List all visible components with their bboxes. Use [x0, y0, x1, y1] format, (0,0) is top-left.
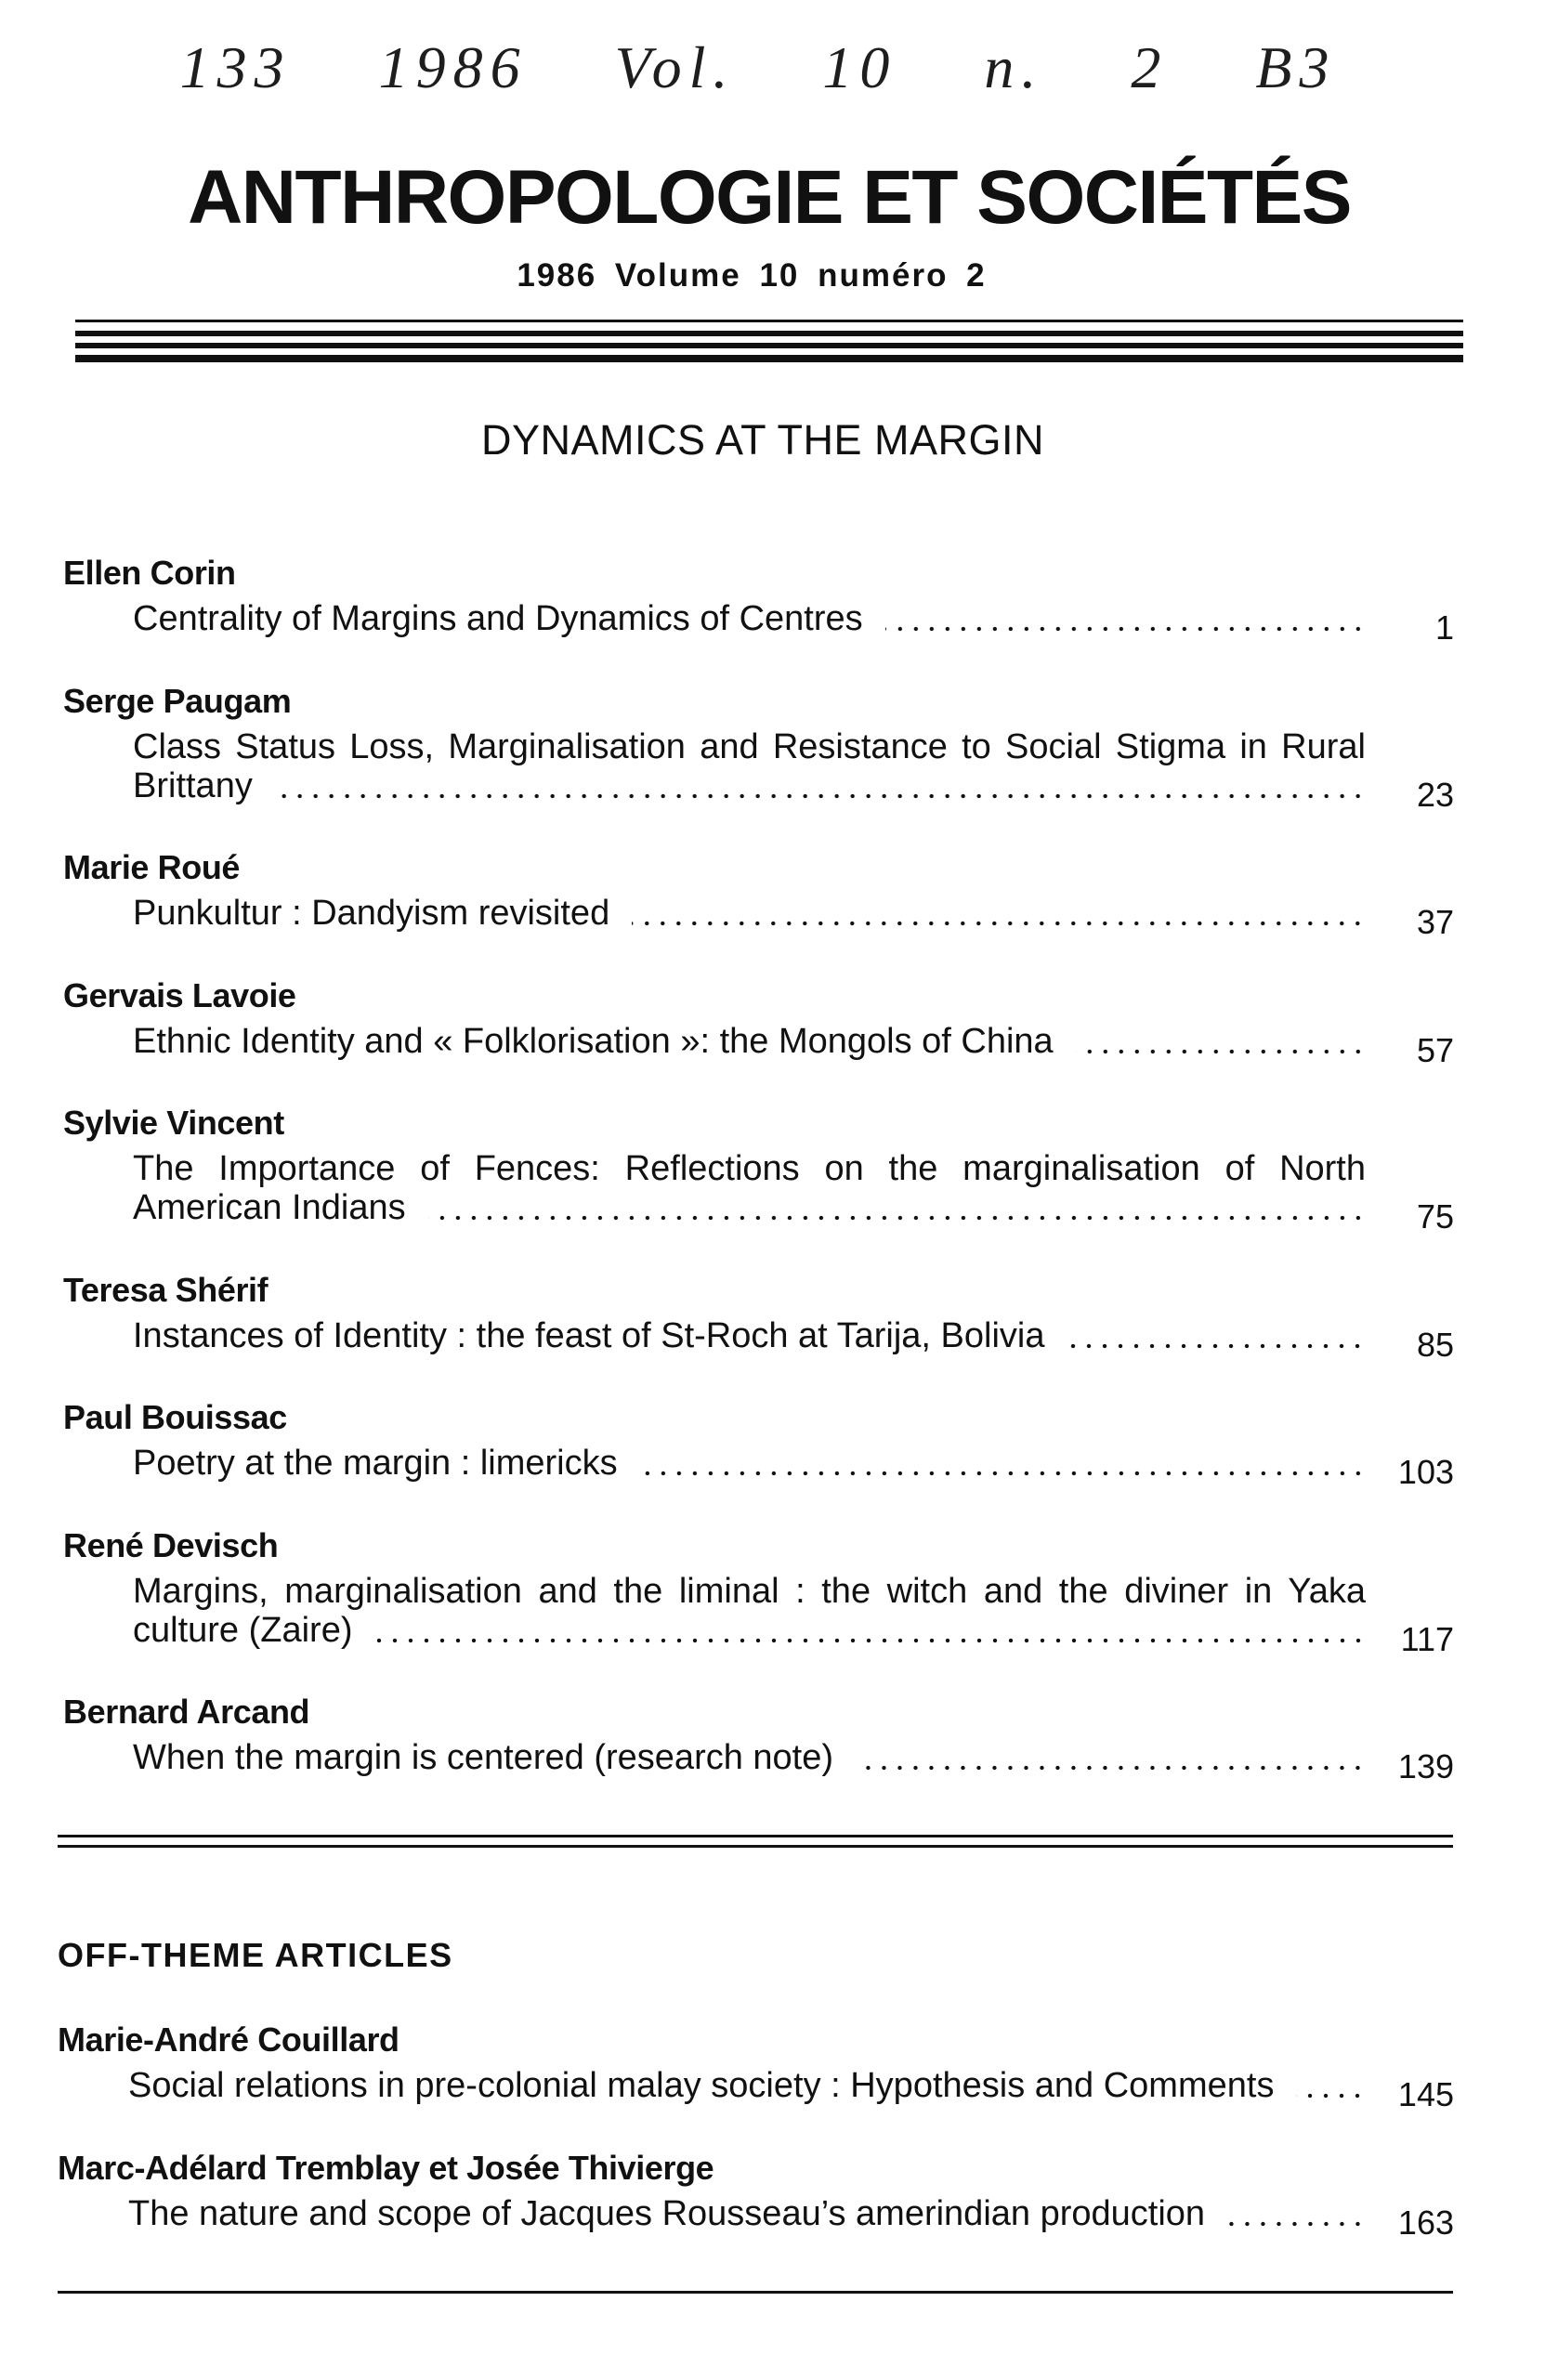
header-rule — [75, 343, 1463, 348]
dot-leader — [1227, 2221, 1366, 2227]
article-title: Social relations in pre-colonial malay society : Hypothesis and Comments — [128, 2066, 1275, 2105]
toc-entry — [0, 681, 1545, 814]
issue-line: 1986 Volume 10 numéro 2 — [517, 257, 987, 294]
toc-entry — [0, 2020, 1545, 2113]
dot-leader — [1067, 1343, 1366, 1349]
article-author: Sylvie Vincent — [63, 1104, 284, 1142]
article-title: Instances of Identity : the feast of St-Roch at Tarija, Bolivia — [133, 1315, 1045, 1355]
page-number: 37 — [1416, 903, 1454, 941]
section-rule — [58, 1845, 1453, 1848]
page-number: 117 — [1400, 1619, 1454, 1658]
article-title-line — [128, 2066, 1454, 2113]
toc-entry — [0, 1270, 1545, 1364]
dot-leader — [632, 921, 1366, 926]
dot-leader — [1296, 2093, 1366, 2099]
toc-entry — [0, 1398, 1545, 1491]
bottom-rule — [58, 2291, 1453, 2294]
article-title: Margins, marginalisation and the liminal : the witch and the diviner in Yaka — [133, 1571, 1366, 1611]
article-title-line — [133, 1149, 1454, 1188]
article-author: Marie-André Couillard — [58, 2020, 399, 2059]
toc-entry — [0, 1104, 1545, 1236]
article-author: Bernard Arcand — [63, 1693, 310, 1731]
page-number: 23 — [1416, 775, 1454, 814]
article-title-line — [133, 1572, 1454, 1611]
article-author: Serge Paugam — [63, 681, 292, 720]
theme-heading: DYNAMICS AT THE MARGIN — [480, 416, 1045, 464]
article-title-line — [133, 599, 1454, 647]
toc-entry — [0, 554, 1545, 647]
toc-entry — [0, 848, 1545, 941]
handwritten-note: 133 1986 Vol. 10 n. 2 B3 — [179, 34, 1337, 100]
dot-leader — [375, 1638, 1367, 1643]
dot-leader — [1076, 1049, 1366, 1054]
page-number: 85 — [1416, 1325, 1454, 1364]
toc-entry — [0, 975, 1545, 1069]
article-title: The nature and scope of Jacques Rousseau’s amerindian production — [128, 2193, 1206, 2233]
toc-entry — [0, 1693, 1545, 1785]
section-rule — [58, 1835, 1453, 1837]
article-title-line — [133, 894, 1454, 941]
page-number: 1 — [1434, 608, 1454, 647]
off-theme-article-list — [0, 2020, 1545, 2242]
toc-entry — [0, 2148, 1545, 2242]
article-title-line — [128, 2193, 1454, 2242]
article-title: Punkultur : Dandyism revisited — [133, 894, 610, 933]
article-author: Teresa Shérif — [63, 1270, 268, 1309]
dot-leader — [885, 626, 1366, 632]
header-rule — [75, 355, 1463, 362]
article-author: Gervais Lavoie — [63, 975, 296, 1014]
dot-leader — [640, 1471, 1366, 1476]
article-author: Ellen Corin — [63, 554, 236, 592]
article-title: When the margin is centered (research note) — [133, 1738, 834, 1777]
article-title: The Importance of Fences: Reflections on the marginalisation of North — [133, 1149, 1366, 1188]
article-title-line — [133, 1315, 1454, 1364]
off-theme-heading: OFF-THEME ARTICLES — [58, 1936, 453, 1974]
article-title-line — [133, 1188, 1454, 1236]
page-number: 139 — [1397, 1747, 1454, 1785]
article-title-line — [133, 1444, 1454, 1491]
toc-entry — [0, 1525, 1545, 1658]
article-title-line — [133, 1738, 1454, 1785]
page-number: 103 — [1397, 1453, 1454, 1491]
article-title-line — [133, 1610, 1454, 1658]
article-title: culture (Zaire) — [133, 1610, 353, 1650]
dot-leader — [275, 793, 1366, 799]
dot-leader — [856, 1765, 1366, 1771]
header-rule — [75, 331, 1463, 336]
page-number: 57 — [1416, 1030, 1454, 1069]
header-rule — [75, 320, 1463, 322]
dot-leader — [428, 1215, 1366, 1221]
page-number: 75 — [1416, 1197, 1454, 1236]
article-title: Ethnic Identity and « Folklorisation »: the Mongols of China — [133, 1021, 1054, 1061]
article-title: Class Status Loss, Marginalisation and Resistance to Social Stigma in Rural — [133, 726, 1366, 766]
article-title: Centrality of Margins and Dynamics of Centres — [133, 599, 863, 638]
journal-title: ANTHROPOLOGIE ET SOCIÉTÉS — [188, 155, 1351, 240]
page-number: 163 — [1397, 2203, 1454, 2242]
article-author: Marie Roué — [63, 848, 241, 886]
article-title: Brittany — [133, 765, 253, 805]
page-number: 145 — [1397, 2075, 1454, 2113]
theme-article-list — [0, 554, 1545, 1785]
article-title: American Indians — [133, 1188, 406, 1227]
article-author: Marc-Adélard Tremblay et Josée Thivierge — [58, 2148, 714, 2187]
article-author: Paul Bouissac — [63, 1398, 287, 1436]
article-title: Poetry at the margin : limericks — [133, 1444, 618, 1483]
article-title-line — [133, 765, 1454, 814]
article-title-line — [133, 1021, 1454, 1069]
article-author: René Devisch — [63, 1525, 279, 1564]
article-title-line — [133, 727, 1454, 766]
